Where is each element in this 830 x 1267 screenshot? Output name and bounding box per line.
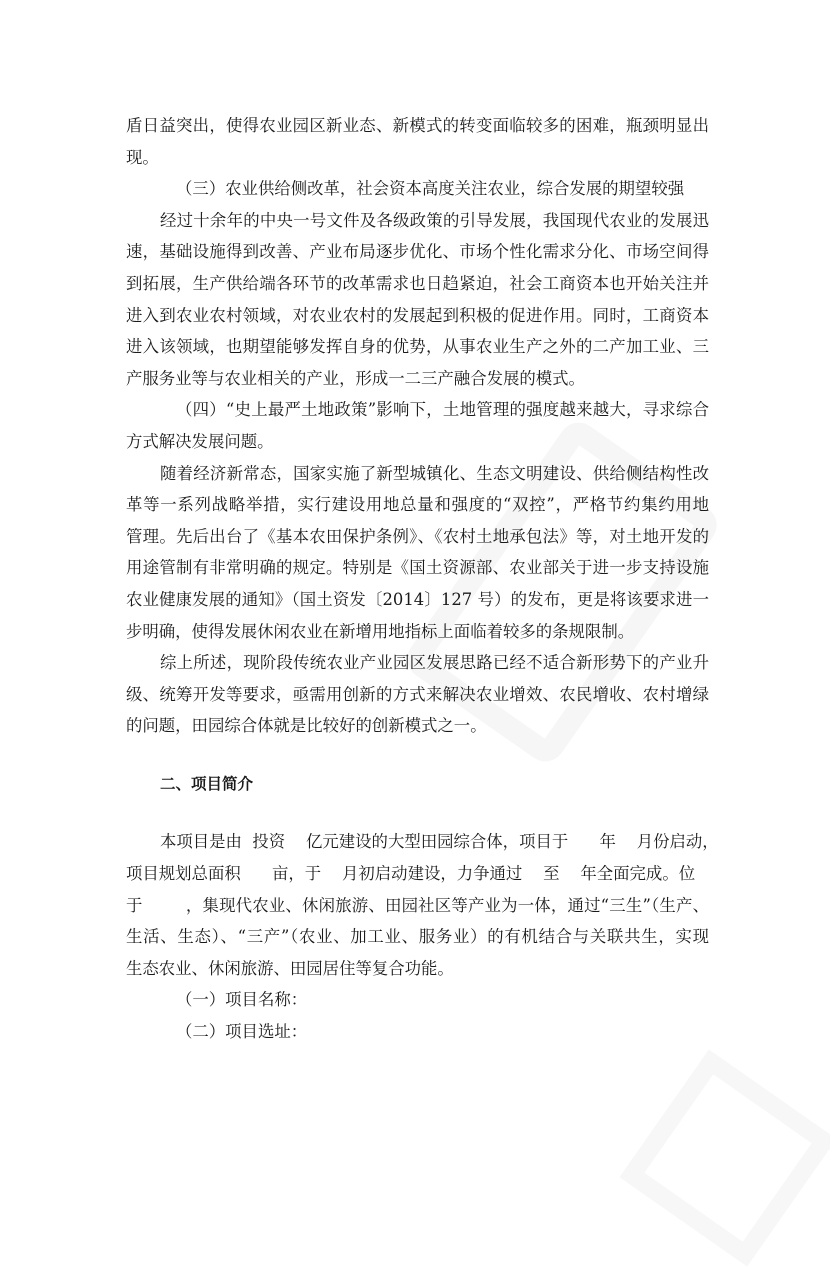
paragraph-line: 随着经济新常态，国家实施了新型城镇化、生态文明建设、供给侧结构性改 [160, 463, 709, 483]
paragraph-line: 步明确，使得发展休闲农业在新增用地指标上面临着较多的条规限制。 [126, 621, 635, 641]
item-project-name: （一）项目名称： [176, 990, 308, 1010]
paragraph-line: 的问题，田园综合体就是比较好的创新模式之一。 [126, 716, 487, 736]
paragraph-line: 生态农业、休闲旅游、田园居住等复合功能。 [126, 958, 454, 978]
paragraph-line: 级、统筹开发等要求，亟需用创新的方式来解决农业增效、农民增收、农村增绿 [126, 684, 709, 704]
section-heading: 二、项目简介 [160, 774, 254, 793]
paragraph-line: 生活、生态）、“三产”（农业、加工业、服务业）的有机结合与关联共生，实现 [126, 927, 709, 947]
subheading-4-cont: 方式解决发展问题。 [126, 431, 274, 451]
paragraph-line: 于 ，集现代农业、休闲旅游、田园社区等产业为一体，通过“三生”（生产、 [126, 895, 709, 915]
watermark [619, 1049, 830, 1266]
paragraph-line: 综上所述，现阶段传统农业产业园区发展思路已经不适合新形势下的产业升 [160, 653, 709, 673]
paragraph-line: 本项目是由 投资 亿元建设的大型田园综合体，项目于 年 月份启动， [160, 832, 719, 852]
paragraph-line: 用途管制有非常明确的规定。特别是《国土资源部、农业部关于进一步支持设施 [126, 558, 709, 578]
paragraph-line: 项目规划总面积 亩，于 月初启动建设，力争通过 至 年全面完成。位 [126, 864, 696, 884]
paragraph-line: 进入该领域，也期望能够发挥自身的优势，从事农业生产之外的二产加工业、三 [126, 337, 709, 357]
paragraph-line: 农业健康发展的通知》（国土资发〔2014〕127 号）的发布，更是将该要求进一 [126, 589, 709, 609]
paragraph-line: 产服务业等与农业相关的产业，形成一二三产融合发展的模式。 [126, 368, 585, 388]
paragraph-line: 革等一系列战略举措，实行建设用地总量和强度的“双控”，严格节约集约用地 [126, 495, 709, 515]
paragraph-line: 经过十余年的中央一号文件及各级政策的引导发展，我国现代农业的发展迅 [160, 210, 709, 230]
paragraph-line: 管理。先后出台了《基本农田保护条例》、《农村土地承包法》等，对土地开发的 [126, 526, 709, 546]
paragraph-line: 盾日益突出，使得农业园区新业态、新模式的转变面临较多的困难，瓶颈明显出 [126, 116, 709, 135]
paragraph-line: 到拓展，生产供给端各环节的改革需求也日趋紧迫，社会工商资本也开始关注并 [126, 273, 709, 293]
paragraph-line: 速，基础设施得到改善、产业布局逐步优化、市场个性化需求分化、市场空间得 [126, 242, 709, 262]
subheading-4: （四）“史上最严土地政策”影响下，土地管理的强度越来越大，寻求综合 [176, 400, 709, 420]
document-page [126, 110, 719, 1048]
subheading-3: （三）农业供给侧改革，社会资本高度关注农业，综合发展的期望较强 [176, 179, 685, 199]
paragraph-line: 进入到农业农村领域，对农业农村的发展起到积极的促进作用。同时，工商资本 [126, 305, 709, 325]
paragraph-line: 现。 [126, 147, 159, 167]
item-project-site: （二）项目选址： [176, 1022, 308, 1042]
